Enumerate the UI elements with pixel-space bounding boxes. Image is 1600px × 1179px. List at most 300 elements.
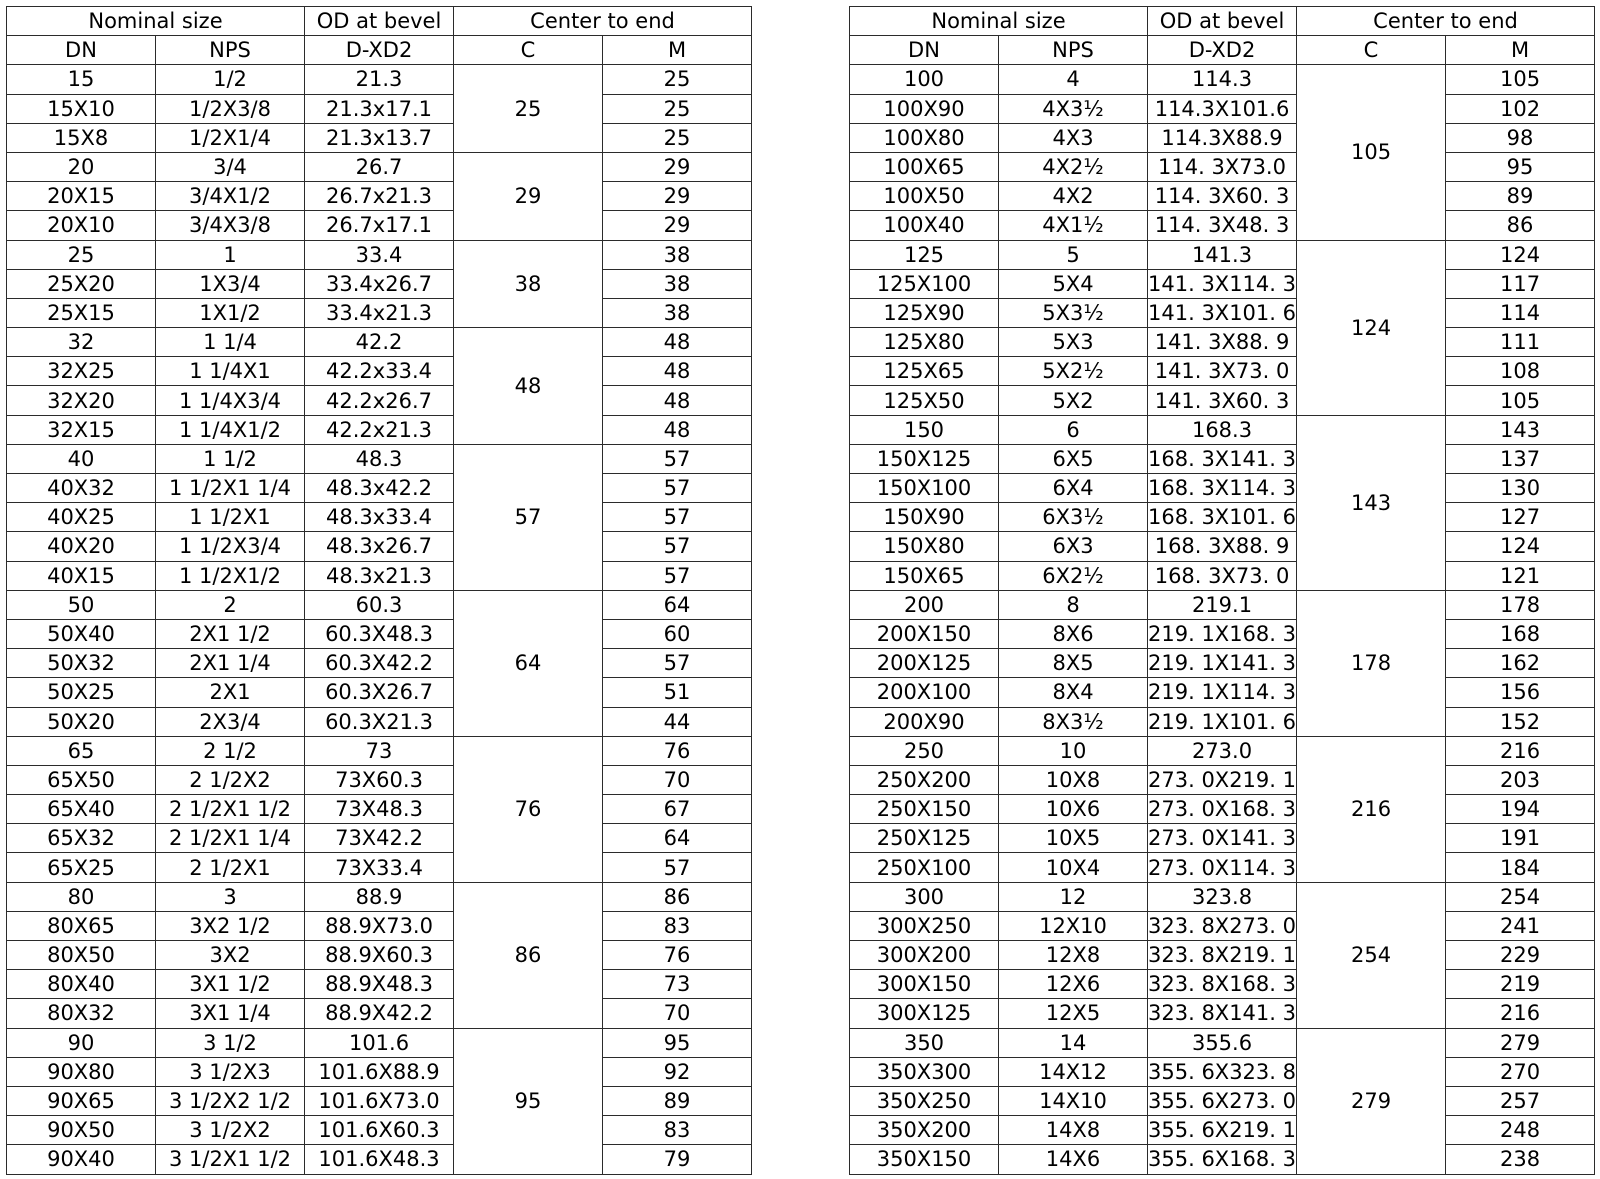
table-row — [7, 649, 752, 678]
table-row — [7, 182, 752, 211]
cell-c: 178 — [1297, 590, 1446, 736]
cell-nps: 5X2½ — [999, 357, 1148, 386]
cell-dn: 50 — [7, 590, 156, 619]
cell-m: 111 — [1446, 328, 1595, 357]
cell-nps: 12 — [999, 882, 1148, 911]
table-row — [850, 795, 1595, 824]
cell-c: 105 — [1297, 65, 1446, 240]
cell-od: 273. 0X114. 3 — [1148, 853, 1297, 882]
cell-dn: 200X125 — [850, 649, 999, 678]
cell-dn: 15X10 — [7, 94, 156, 123]
header-nps: NPS — [999, 36, 1148, 65]
cell-nps: 2 — [156, 590, 305, 619]
cell-od: 168.3 — [1148, 415, 1297, 444]
table-row — [7, 941, 752, 970]
cell-nps: 1 1/2X1 1/4 — [156, 474, 305, 503]
cell-m: 216 — [1446, 736, 1595, 765]
cell-nps: 1/2X1/4 — [156, 123, 305, 152]
table-row — [850, 1116, 1595, 1145]
cell-c: 64 — [454, 590, 603, 736]
table-row — [850, 298, 1595, 327]
table-row — [7, 240, 752, 269]
cell-dn: 125X50 — [850, 386, 999, 415]
cell-dn: 200X90 — [850, 707, 999, 736]
table-row — [7, 298, 752, 327]
cell-m: 124 — [1446, 240, 1595, 269]
cell-dn: 100X65 — [850, 152, 999, 181]
cell-nps: 5X2 — [999, 386, 1148, 415]
table-row — [850, 824, 1595, 853]
cell-od: 323. 8X273. 0 — [1148, 911, 1297, 940]
table-row — [850, 561, 1595, 590]
cell-nps: 3X2 — [156, 941, 305, 970]
cell-dn: 100X90 — [850, 94, 999, 123]
cell-m: 29 — [603, 182, 752, 211]
cell-nps: 10X5 — [999, 824, 1148, 853]
cell-nps: 3X1 1/2 — [156, 970, 305, 999]
cell-dn: 40 — [7, 444, 156, 473]
cell-m: 29 — [603, 152, 752, 181]
cell-od: 141. 3X114. 3 — [1148, 269, 1297, 298]
table-row — [7, 503, 752, 532]
cell-nps: 12X8 — [999, 941, 1148, 970]
cell-od: 101.6X88.9 — [305, 1057, 454, 1086]
cell-nps: 6X3½ — [999, 503, 1148, 532]
cell-od: 48.3x33.4 — [305, 503, 454, 532]
cell-od: 219. 1X168. 3 — [1148, 619, 1297, 648]
cell-nps: 5X4 — [999, 269, 1148, 298]
cell-m: 25 — [603, 94, 752, 123]
cell-nps: 1 1/2X3/4 — [156, 532, 305, 561]
cell-m: 76 — [603, 941, 752, 970]
cell-m: 127 — [1446, 503, 1595, 532]
cell-dn: 250X150 — [850, 795, 999, 824]
cell-dn: 65X25 — [7, 853, 156, 882]
cell-m: 238 — [1446, 1145, 1595, 1174]
table-row — [850, 474, 1595, 503]
cell-m: 48 — [603, 328, 752, 357]
cell-nps: 2X1 1/2 — [156, 619, 305, 648]
cell-nps: 6X2½ — [999, 561, 1148, 590]
cell-nps: 4X3 — [999, 123, 1148, 152]
cell-dn: 15 — [7, 65, 156, 94]
cell-dn: 200X100 — [850, 678, 999, 707]
cell-dn: 25 — [7, 240, 156, 269]
cell-dn: 90X40 — [7, 1145, 156, 1174]
cell-dn: 250 — [850, 736, 999, 765]
cell-c: 143 — [1297, 415, 1446, 590]
cell-od: 101.6 — [305, 1028, 454, 1057]
cell-nps: 12X5 — [999, 999, 1148, 1028]
table-row — [850, 65, 1595, 94]
cell-dn: 300X125 — [850, 999, 999, 1028]
header-od-at-bevel: OD at bevel — [305, 7, 454, 36]
cell-m: 219 — [1446, 970, 1595, 999]
cell-m: 105 — [1446, 386, 1595, 415]
table-row — [7, 269, 752, 298]
cell-m: 184 — [1446, 853, 1595, 882]
cell-m: 48 — [603, 415, 752, 444]
cell-nps: 14X8 — [999, 1116, 1148, 1145]
cell-nps: 3/4X3/8 — [156, 211, 305, 240]
cell-nps: 12X6 — [999, 970, 1148, 999]
table-row — [850, 590, 1595, 619]
cell-od: 33.4x21.3 — [305, 298, 454, 327]
cell-od: 141.3 — [1148, 240, 1297, 269]
table-row — [850, 765, 1595, 794]
table-row — [850, 853, 1595, 882]
table-row — [7, 152, 752, 181]
table-row — [850, 882, 1595, 911]
table-row — [850, 532, 1595, 561]
cell-nps: 1/2X3/8 — [156, 94, 305, 123]
header-dn: DN — [850, 36, 999, 65]
cell-nps: 4X3½ — [999, 94, 1148, 123]
cell-dn: 150 — [850, 415, 999, 444]
cell-od: 355. 6X323. 8 — [1148, 1057, 1297, 1086]
cell-od: 48.3x42.2 — [305, 474, 454, 503]
cell-m: 86 — [1446, 211, 1595, 240]
cell-c: 124 — [1297, 240, 1446, 415]
cell-dn: 200X150 — [850, 619, 999, 648]
cell-od: 48.3x26.7 — [305, 532, 454, 561]
cell-od: 26.7 — [305, 152, 454, 181]
cell-m: 105 — [1446, 65, 1595, 94]
cell-nps: 3/4 — [156, 152, 305, 181]
cell-dn: 65X50 — [7, 765, 156, 794]
cell-nps: 10X8 — [999, 765, 1148, 794]
cell-od: 101.6X48.3 — [305, 1145, 454, 1174]
cell-nps: 4X2 — [999, 182, 1148, 211]
cell-nps: 2X1 — [156, 678, 305, 707]
cell-m: 102 — [1446, 94, 1595, 123]
cell-dn: 15X8 — [7, 123, 156, 152]
cell-dn: 32X25 — [7, 357, 156, 386]
cell-nps: 8X6 — [999, 619, 1148, 648]
cell-dn: 90X65 — [7, 1086, 156, 1115]
cell-od: 73X48.3 — [305, 795, 454, 824]
cell-nps: 2 1/2X1 — [156, 853, 305, 882]
cell-nps: 8X3½ — [999, 707, 1148, 736]
cell-od: 60.3X48.3 — [305, 619, 454, 648]
cell-dn: 80X40 — [7, 970, 156, 999]
table-row — [7, 65, 752, 94]
cell-m: 64 — [603, 824, 752, 853]
table-row — [7, 853, 752, 882]
cell-od: 60.3X26.7 — [305, 678, 454, 707]
cell-m: 86 — [603, 882, 752, 911]
cell-m: 51 — [603, 678, 752, 707]
header-row-sub — [7, 36, 752, 65]
cell-dn: 100X50 — [850, 182, 999, 211]
table-row — [7, 211, 752, 240]
cell-od: 323. 8X168. 3 — [1148, 970, 1297, 999]
cell-dn: 350X250 — [850, 1086, 999, 1115]
cell-od: 273.0 — [1148, 736, 1297, 765]
cell-dn: 65X32 — [7, 824, 156, 853]
cell-nps: 1 1/4 — [156, 328, 305, 357]
cell-dn: 20 — [7, 152, 156, 181]
cell-c: 76 — [454, 736, 603, 882]
cell-od: 73X33.4 — [305, 853, 454, 882]
cell-m: 83 — [603, 1116, 752, 1145]
cell-m: 114 — [1446, 298, 1595, 327]
table-row — [7, 1116, 752, 1145]
cell-od: 141. 3X73. 0 — [1148, 357, 1297, 386]
cell-dn: 80 — [7, 882, 156, 911]
cell-m: 57 — [603, 561, 752, 590]
cell-nps: 1 1/2 — [156, 444, 305, 473]
cell-dn: 40X32 — [7, 474, 156, 503]
table-row — [850, 1086, 1595, 1115]
cell-m: 57 — [603, 444, 752, 473]
cell-od: 141. 3X60. 3 — [1148, 386, 1297, 415]
table-row — [7, 707, 752, 736]
cell-dn: 125X90 — [850, 298, 999, 327]
cell-nps: 10X6 — [999, 795, 1148, 824]
cell-nps: 10 — [999, 736, 1148, 765]
table-row — [850, 415, 1595, 444]
cell-nps: 5X3½ — [999, 298, 1148, 327]
cell-dn: 65 — [7, 736, 156, 765]
spec-table-right — [849, 6, 1595, 1175]
cell-od: 42.2x26.7 — [305, 386, 454, 415]
cell-dn: 32X15 — [7, 415, 156, 444]
cell-m: 64 — [603, 590, 752, 619]
cell-od: 219. 1X141. 3 — [1148, 649, 1297, 678]
cell-dn: 150X65 — [850, 561, 999, 590]
cell-nps: 6 — [999, 415, 1148, 444]
cell-nps: 5X3 — [999, 328, 1148, 357]
cell-dn: 100X40 — [850, 211, 999, 240]
table-row — [7, 444, 752, 473]
cell-od: 60.3X21.3 — [305, 707, 454, 736]
cell-dn: 50X20 — [7, 707, 156, 736]
table-row — [7, 1028, 752, 1057]
table-row — [7, 765, 752, 794]
table-row — [850, 503, 1595, 532]
cell-nps: 8X5 — [999, 649, 1148, 678]
cell-dn: 20X15 — [7, 182, 156, 211]
table-row — [850, 941, 1595, 970]
cell-dn: 350X200 — [850, 1116, 999, 1145]
table-row — [850, 1028, 1595, 1057]
cell-m: 70 — [603, 999, 752, 1028]
cell-od: 168. 3X73. 0 — [1148, 561, 1297, 590]
cell-m: 130 — [1446, 474, 1595, 503]
table-row — [850, 386, 1595, 415]
cell-c: 57 — [454, 444, 603, 590]
cell-m: 57 — [603, 503, 752, 532]
cell-od: 60.3 — [305, 590, 454, 619]
cell-od: 273. 0X219. 1 — [1148, 765, 1297, 794]
header-nominal-size: Nominal size — [850, 7, 1148, 36]
header-nominal-size: Nominal size — [7, 7, 305, 36]
cell-c: 86 — [454, 882, 603, 1028]
table-row — [850, 444, 1595, 473]
table-row — [7, 415, 752, 444]
header-c: C — [454, 36, 603, 65]
table-row — [850, 1057, 1595, 1086]
cell-od: 88.9X73.0 — [305, 911, 454, 940]
cell-dn: 125X100 — [850, 269, 999, 298]
cell-m: 248 — [1446, 1116, 1595, 1145]
table-row — [850, 678, 1595, 707]
cell-nps: 14 — [999, 1028, 1148, 1057]
cell-m: 89 — [603, 1086, 752, 1115]
table-row — [850, 94, 1595, 123]
table-row — [850, 182, 1595, 211]
table-row — [7, 619, 752, 648]
cell-od: 21.3x13.7 — [305, 123, 454, 152]
cell-od: 26.7x17.1 — [305, 211, 454, 240]
cell-dn: 40X15 — [7, 561, 156, 590]
cell-c: 48 — [454, 328, 603, 445]
header-row-top — [7, 7, 752, 36]
cell-dn: 300X200 — [850, 941, 999, 970]
cell-od: 88.9 — [305, 882, 454, 911]
cell-c: 95 — [454, 1028, 603, 1174]
cell-m: 38 — [603, 240, 752, 269]
cell-m: 48 — [603, 386, 752, 415]
cell-nps: 2 1/2X1 1/2 — [156, 795, 305, 824]
cell-dn: 32X20 — [7, 386, 156, 415]
cell-dn: 100X80 — [850, 123, 999, 152]
cell-m: 73 — [603, 970, 752, 999]
table-row — [850, 1145, 1595, 1174]
cell-m: 38 — [603, 269, 752, 298]
cell-m: 270 — [1446, 1057, 1595, 1086]
cell-m: 168 — [1446, 619, 1595, 648]
cell-od: 323. 8X219. 1 — [1148, 941, 1297, 970]
cell-m: 162 — [1446, 649, 1595, 678]
table-row — [7, 970, 752, 999]
cell-nps: 6X4 — [999, 474, 1148, 503]
cell-c: 38 — [454, 240, 603, 328]
cell-m: 194 — [1446, 795, 1595, 824]
cell-dn: 350X150 — [850, 1145, 999, 1174]
cell-m: 92 — [603, 1057, 752, 1086]
cell-nps: 2 1/2X1 1/4 — [156, 824, 305, 853]
cell-nps: 12X10 — [999, 911, 1148, 940]
cell-nps: 5 — [999, 240, 1148, 269]
table-row — [850, 649, 1595, 678]
cell-m: 121 — [1446, 561, 1595, 590]
table-row — [850, 357, 1595, 386]
cell-nps: 1 1/2X1/2 — [156, 561, 305, 590]
cell-nps: 14X10 — [999, 1086, 1148, 1115]
cell-od: 33.4x26.7 — [305, 269, 454, 298]
cell-od: 114. 3X60. 3 — [1148, 182, 1297, 211]
cell-dn: 40X20 — [7, 532, 156, 561]
header-m: M — [603, 36, 752, 65]
table-row — [7, 736, 752, 765]
cell-od: 42.2x33.4 — [305, 357, 454, 386]
cell-od: 88.9X60.3 — [305, 941, 454, 970]
cell-od: 21.3x17.1 — [305, 94, 454, 123]
cell-m: 178 — [1446, 590, 1595, 619]
cell-nps: 6X5 — [999, 444, 1148, 473]
cell-m: 60 — [603, 619, 752, 648]
cell-od: 323.8 — [1148, 882, 1297, 911]
cell-m: 98 — [1446, 123, 1595, 152]
cell-nps: 4X2½ — [999, 152, 1148, 181]
cell-od: 114.3X101.6 — [1148, 94, 1297, 123]
cell-dn: 350X300 — [850, 1057, 999, 1086]
table-body — [7, 65, 752, 1174]
cell-dn: 200 — [850, 590, 999, 619]
cell-nps: 1/2 — [156, 65, 305, 94]
cell-m: 25 — [603, 65, 752, 94]
cell-od: 42.2 — [305, 328, 454, 357]
table-row — [7, 532, 752, 561]
cell-od: 48.3x21.3 — [305, 561, 454, 590]
table-row — [7, 328, 752, 357]
table-row — [7, 882, 752, 911]
cell-m: 29 — [603, 211, 752, 240]
cell-od: 114. 3X73.0 — [1148, 152, 1297, 181]
cell-dn: 50X25 — [7, 678, 156, 707]
table-row — [850, 240, 1595, 269]
table-row — [850, 152, 1595, 181]
cell-nps: 3X1 1/4 — [156, 999, 305, 1028]
cell-dn: 90X80 — [7, 1057, 156, 1086]
cell-od: 141. 3X88. 9 — [1148, 328, 1297, 357]
table-row — [7, 561, 752, 590]
table-row — [7, 911, 752, 940]
cell-m: 143 — [1446, 415, 1595, 444]
header-center-to-end: Center to end — [454, 7, 752, 36]
table-row — [850, 911, 1595, 940]
cell-nps: 1 1/4X1 — [156, 357, 305, 386]
cell-od: 73X60.3 — [305, 765, 454, 794]
cell-nps: 3/4X1/2 — [156, 182, 305, 211]
cell-dn: 65X40 — [7, 795, 156, 824]
table-row — [7, 357, 752, 386]
cell-dn: 150X90 — [850, 503, 999, 532]
cell-nps: 3 1/2X2 — [156, 1116, 305, 1145]
cell-dn: 32 — [7, 328, 156, 357]
cell-od: 114. 3X48. 3 — [1148, 211, 1297, 240]
cell-od: 355. 6X219. 1 — [1148, 1116, 1297, 1145]
cell-nps: 2X3/4 — [156, 707, 305, 736]
cell-od: 114.3 — [1148, 65, 1297, 94]
table-row — [7, 590, 752, 619]
table-row — [7, 678, 752, 707]
header-c: C — [1297, 36, 1446, 65]
cell-m: 257 — [1446, 1086, 1595, 1115]
header-dxd2: D-XD2 — [1148, 36, 1297, 65]
cell-od: 60.3X42.2 — [305, 649, 454, 678]
table-row — [7, 1145, 752, 1174]
cell-dn: 20X10 — [7, 211, 156, 240]
cell-nps: 1X1/2 — [156, 298, 305, 327]
cell-dn: 300X250 — [850, 911, 999, 940]
cell-od: 42.2x21.3 — [305, 415, 454, 444]
cell-od: 88.9X42.2 — [305, 999, 454, 1028]
cell-dn: 100 — [850, 65, 999, 94]
header-dxd2: D-XD2 — [305, 36, 454, 65]
cell-dn: 150X80 — [850, 532, 999, 561]
spec-table-left — [6, 6, 752, 1175]
cell-nps: 10X4 — [999, 853, 1148, 882]
cell-m: 137 — [1446, 444, 1595, 473]
cell-nps: 1 — [156, 240, 305, 269]
cell-nps: 6X3 — [999, 532, 1148, 561]
table-row — [850, 999, 1595, 1028]
cell-od: 73X42.2 — [305, 824, 454, 853]
cell-m: 152 — [1446, 707, 1595, 736]
